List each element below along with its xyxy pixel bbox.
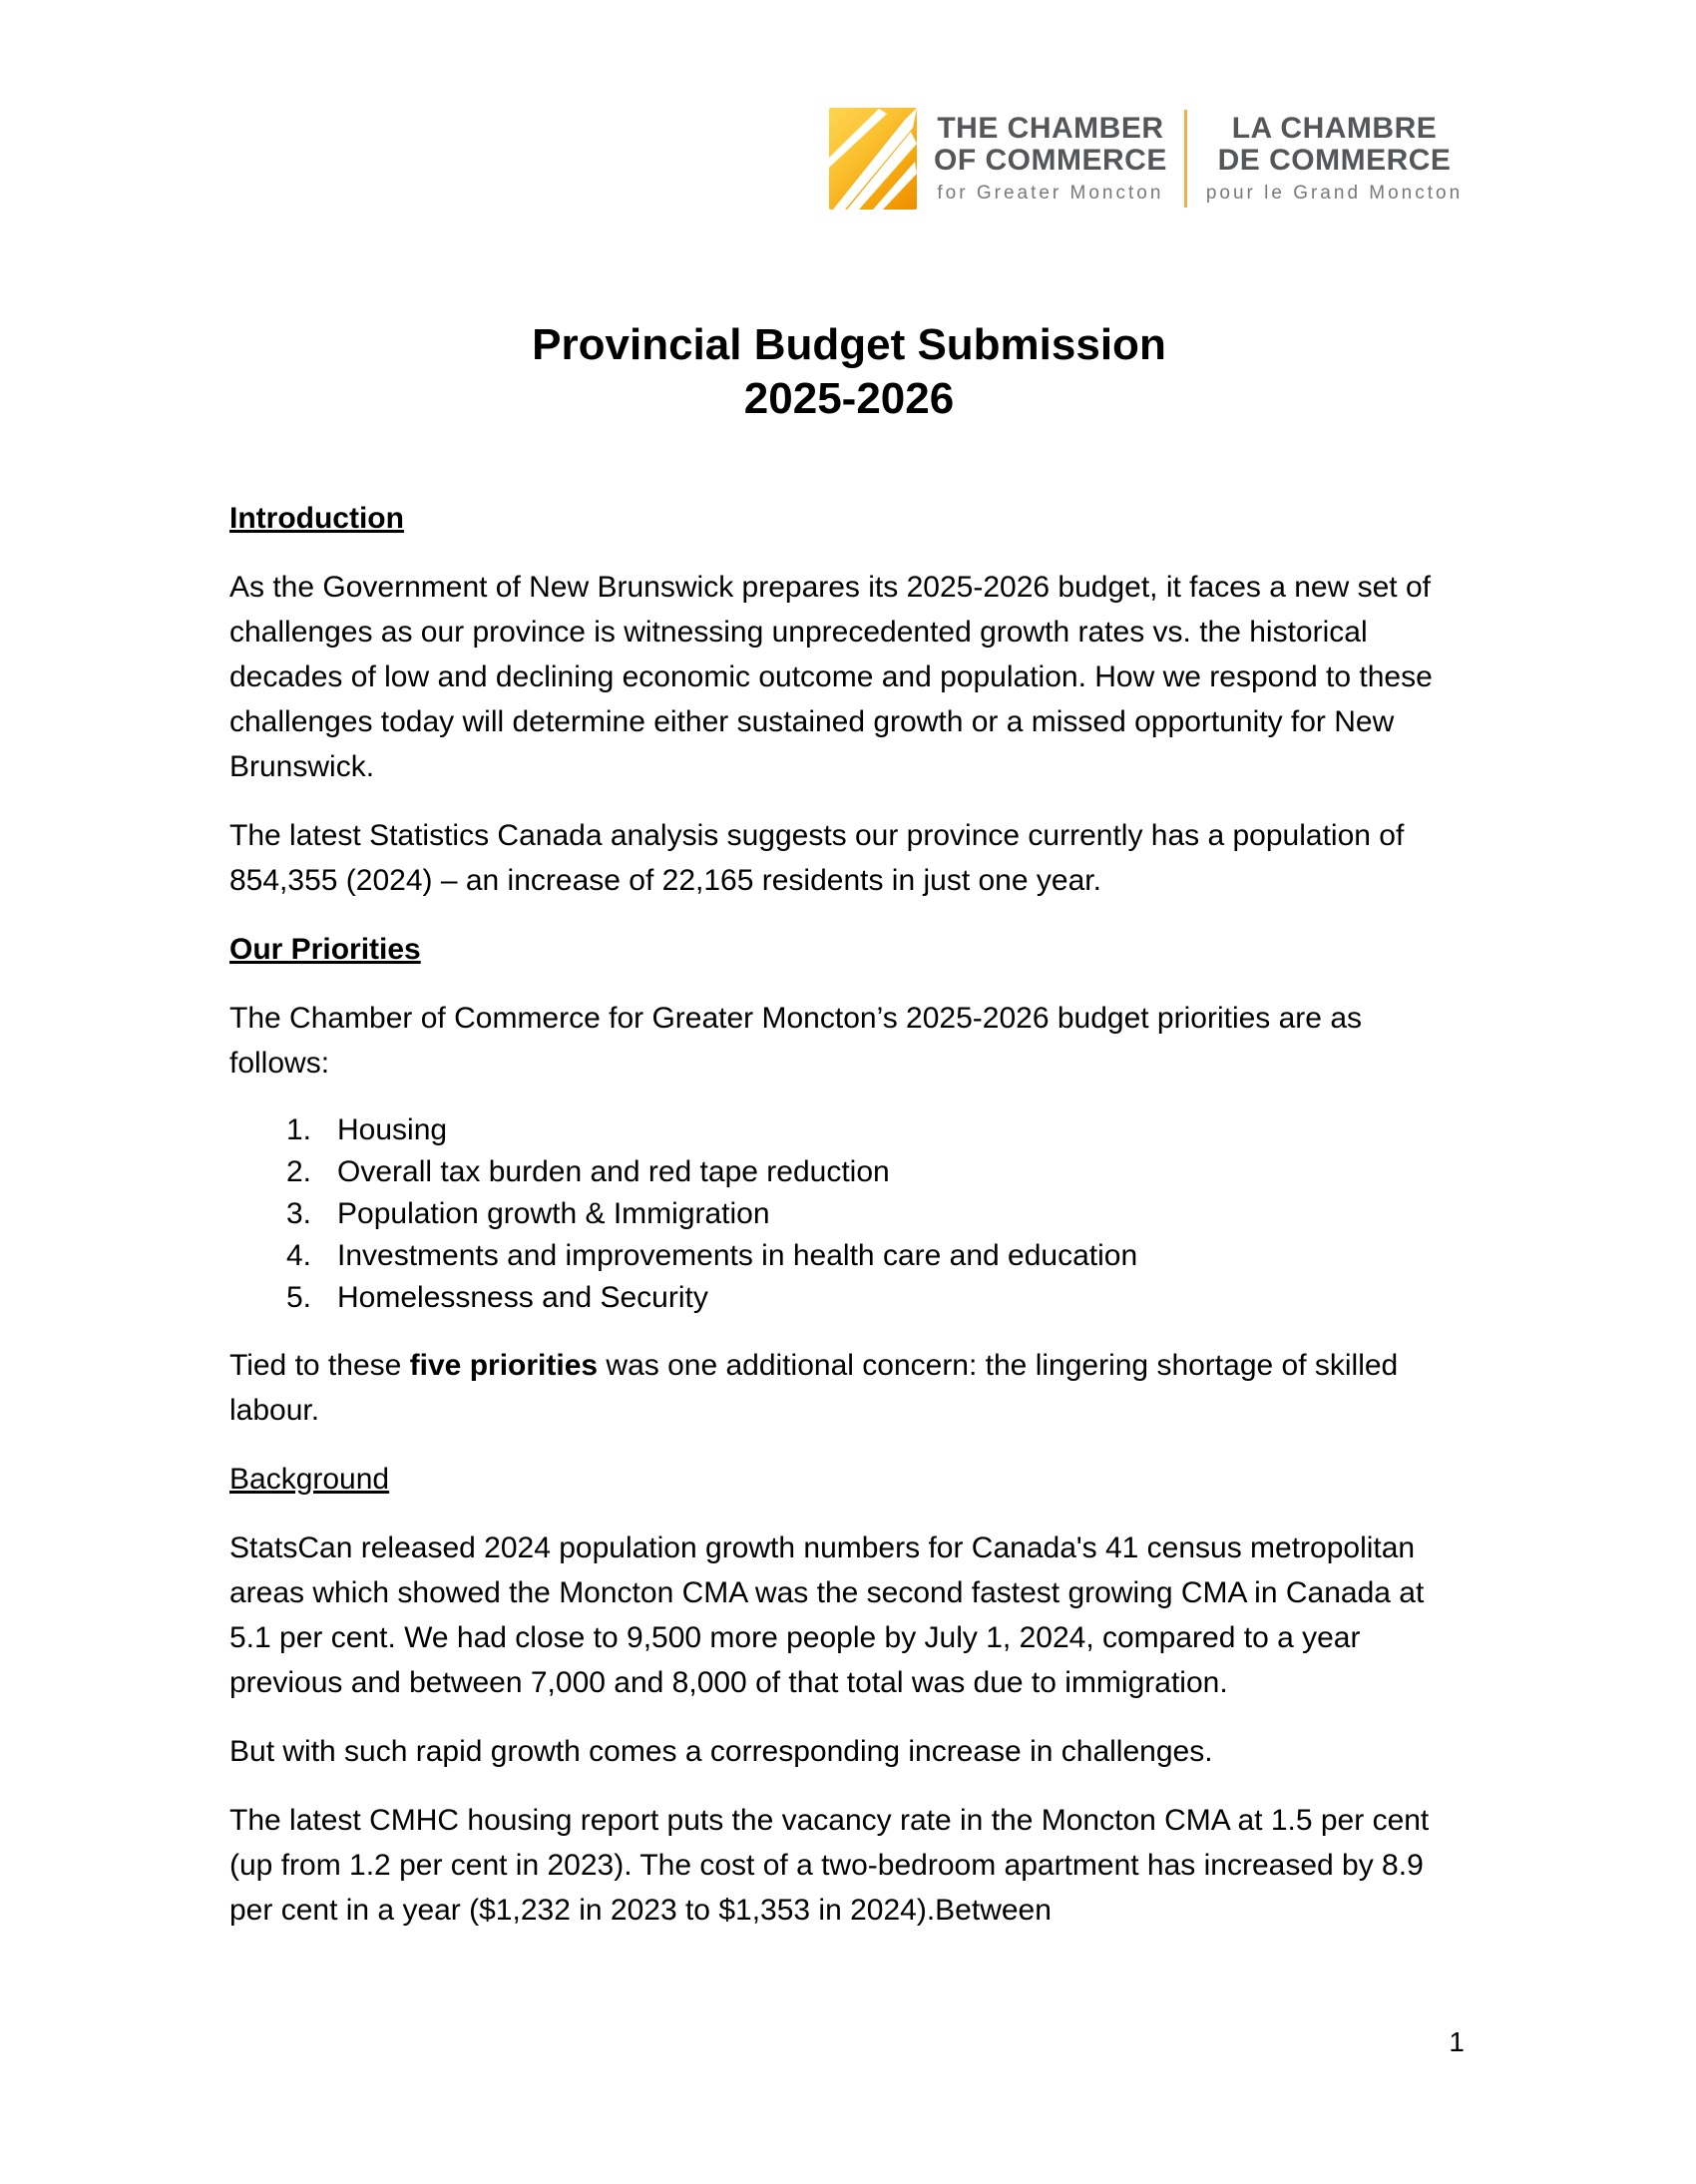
priorities-list-item	[286, 1151, 1469, 1193]
logo-en-line1: THE CHAMBER	[937, 112, 1164, 145]
heading-introduction: Introduction	[229, 502, 404, 536]
background-paragraph-2: But with such rapid growth comes a corresponding increase in challenges.	[229, 1735, 1213, 1769]
list-marker: 5.	[286, 1281, 312, 1315]
logo-en-line2: OF COMMERCE	[934, 144, 1167, 177]
logo-french-wordmark	[1206, 113, 1463, 205]
list-marker: 3.	[286, 1197, 312, 1231]
document-title-line1: Provincial Budget Submission	[532, 320, 1166, 370]
sunburst-icon	[829, 108, 917, 210]
priorities-tied-paragraph	[229, 1343, 1469, 1433]
heading-our-priorities: Our Priorities	[229, 933, 421, 967]
list-marker: 4.	[286, 1239, 312, 1273]
logo-divider	[1184, 110, 1187, 208]
logo-fr-line1: LA CHAMBRE	[1231, 112, 1438, 145]
intro-paragraph-2: The latest Statistics Canada analysis suggests our province currently has a population of 854,355 (2024) – an increase of 22,165 residents in just one year.	[229, 819, 1405, 898]
sunburst-rays-icon	[829, 108, 917, 210]
logo-fr-tagline: pour le Grand Moncton	[1205, 183, 1464, 204]
page-number: 1	[1449, 2026, 1465, 2057]
tied-text-after: was one additional concern: the lingering shortage of skilled labour.	[229, 1349, 1399, 1428]
document-title	[229, 318, 1469, 426]
logo-fr-line2: DE COMMERCE	[1217, 144, 1452, 177]
priorities-list-item	[286, 1277, 1469, 1319]
list-item-label: Investments and improvements in health care and education	[337, 1239, 1138, 1273]
list-item-label: Housing	[337, 1113, 448, 1147]
priorities-list-item	[286, 1193, 1469, 1235]
logo-english-wordmark	[934, 113, 1167, 205]
priorities-intro-paragraph: The Chamber of Commerce for Greater Moncton’s 2025-2026 budget priorities are as follows:	[229, 1002, 1363, 1081]
intro-paragraph-1: As the Government of New Brunswick prepares its 2025-2026 budget, it faces a new set of challenges as our province is witnessing unprecedented growth rates vs. the historical decades of low and declining economic outcome and population. How we respond to these challenges today will determine either sustained growth or a missed opportunity for New Brunswick.	[229, 571, 1433, 784]
tied-text-bold: five priorities	[409, 1349, 599, 1383]
background-paragraph-3: The latest CMHC housing report puts the vacancy rate in the Moncton CMA at 1.5 per cent (up from 1.2 per cent in 2023). The cost of a two-bedroom apartment has increased by 8.9 per cent in a year ($1,232 in 2023 to $1,353 in 2024).Between	[229, 1804, 1430, 1928]
heading-background: Background	[229, 1463, 390, 1497]
priorities-list	[229, 1109, 1469, 1319]
priorities-list-item	[286, 1109, 1469, 1151]
list-item-label: Homelessness and Security	[337, 1281, 708, 1315]
list-marker: 2.	[286, 1155, 312, 1189]
chamber-logo	[829, 108, 1463, 210]
list-item-label: Population growth & Immigration	[337, 1197, 770, 1231]
list-item-label: Overall tax burden and red tape reduction	[337, 1155, 890, 1189]
priorities-list-item	[286, 1235, 1469, 1277]
logo-en-tagline: for Greater Moncton	[937, 183, 1164, 204]
document-title-line2: 2025-2026	[743, 374, 955, 424]
background-paragraph-1: StatsCan released 2024 population growth numbers for Canada's 41 census metropolitan areas which showed the Moncton CMA was the second fastest growing CMA in Canada at 5.1 per cent. We had close to 9,500 more people by July 1, 2024, compared to a year previous and between 7,000 and 8,000 of that total was due to immigration.	[229, 1531, 1425, 1700]
list-marker: 1.	[286, 1113, 312, 1147]
tied-text-before: Tied to these	[229, 1349, 410, 1383]
